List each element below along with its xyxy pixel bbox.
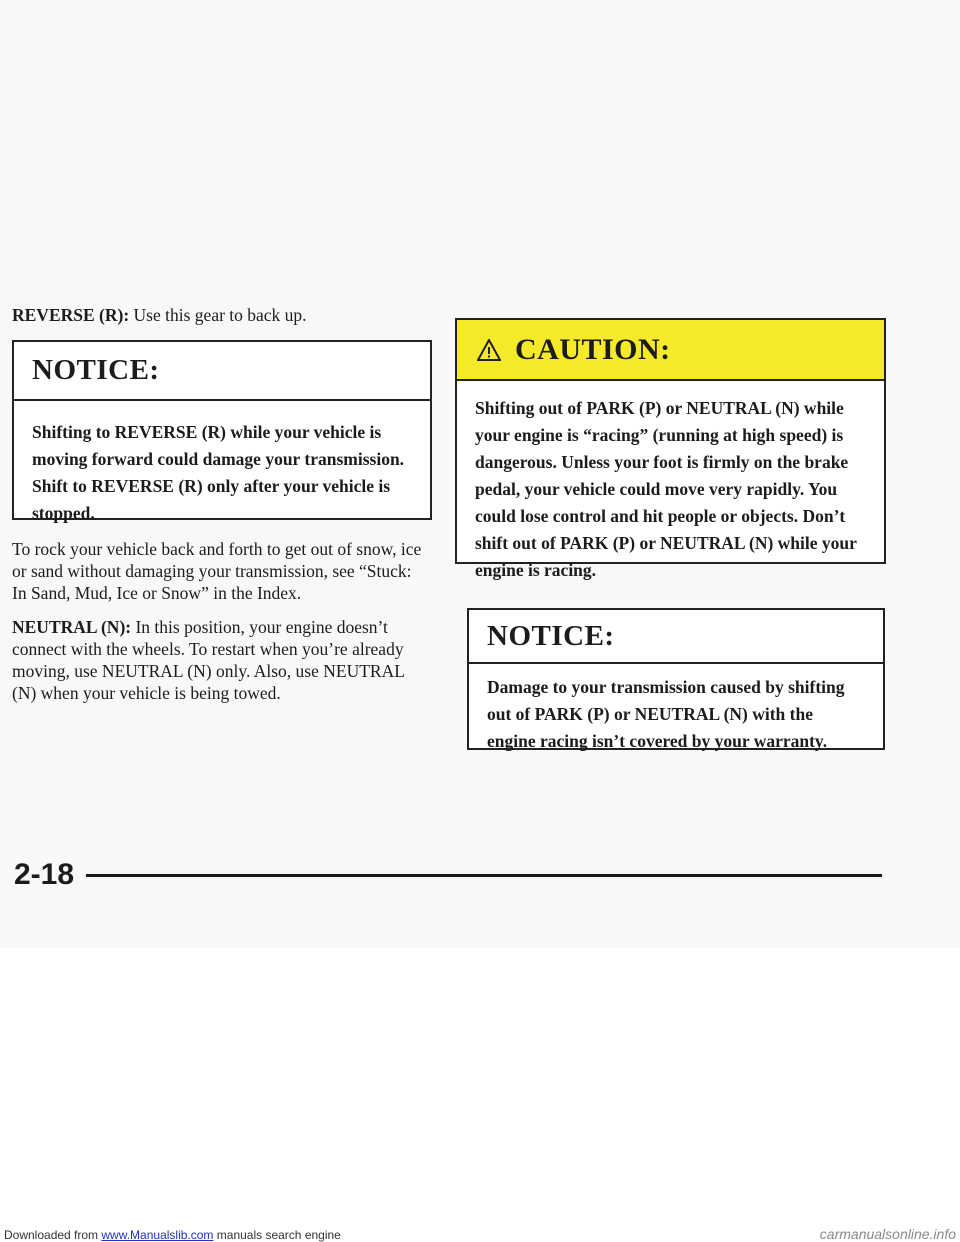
reverse-label: REVERSE (R): — [12, 305, 130, 325]
left-column-lower — [12, 538, 430, 704]
warning-triangle-icon — [477, 339, 501, 361]
notice-title-warranty: NOTICE: — [469, 610, 883, 664]
caution-body: Shifting out of PARK (P) or NEUTRAL (N) while your engine is “racing” (running at high speed) is dangerous. Unless your foot is firmly on the brake pedal, your vehicle could move very rapidly. You could lose control and hit people or objects. Don’t shift out of PARK (P) or NEUTRAL (N) while your engine is racing. — [475, 398, 857, 580]
rock-paragraph: To rock your vehicle back and forth to get out of snow, ice or sand without damaging your transmission, see “Stuck: In Sand, Mud, Ice or Snow” in the Index. — [12, 539, 422, 603]
watermark: carmanualsonline.info — [819, 1226, 956, 1242]
footer-rule — [86, 874, 882, 877]
notice-body-reverse: Shifting to REVERSE (R) while your vehicle is moving forward could damage your transmission. Shift to REVERSE (R) only after your vehicle is stopped. — [32, 422, 405, 523]
notice-title: NOTICE: — [14, 342, 430, 401]
download-footer — [4, 1228, 341, 1242]
neutral-text: In this position, your engine doesn’t connect with the wheels. To restart when you’re already moving, use NEUTRAL (N) only. Also, use NEUTRAL (N) when your vehicle is being towed. — [12, 617, 405, 703]
caution-box — [455, 318, 886, 580]
neutral-label: NEUTRAL (N): — [12, 617, 132, 637]
reverse-text: Use this gear to back up. — [129, 305, 307, 325]
caution-header — [457, 320, 884, 381]
notice-body-warranty: Damage to your transmission caused by shifting out of PARK (P) or NEUTRAL (N) with the engine racing isn’t covered by your warranty. — [487, 677, 845, 751]
manualslib-link[interactable]: www.Manualslib.com — [101, 1228, 214, 1242]
notice-box-warranty — [467, 608, 885, 750]
neutral-paragraph — [12, 616, 430, 704]
footer-suffix: manuals search engine — [213, 1228, 341, 1242]
caution-title: CAUTION: — [515, 332, 671, 366]
reverse-paragraph — [12, 304, 430, 326]
page-number: 2-18 — [14, 858, 75, 891]
notice-box-reverse — [12, 340, 432, 523]
footer-prefix: Downloaded from — [4, 1228, 102, 1242]
left-column — [12, 304, 430, 326]
